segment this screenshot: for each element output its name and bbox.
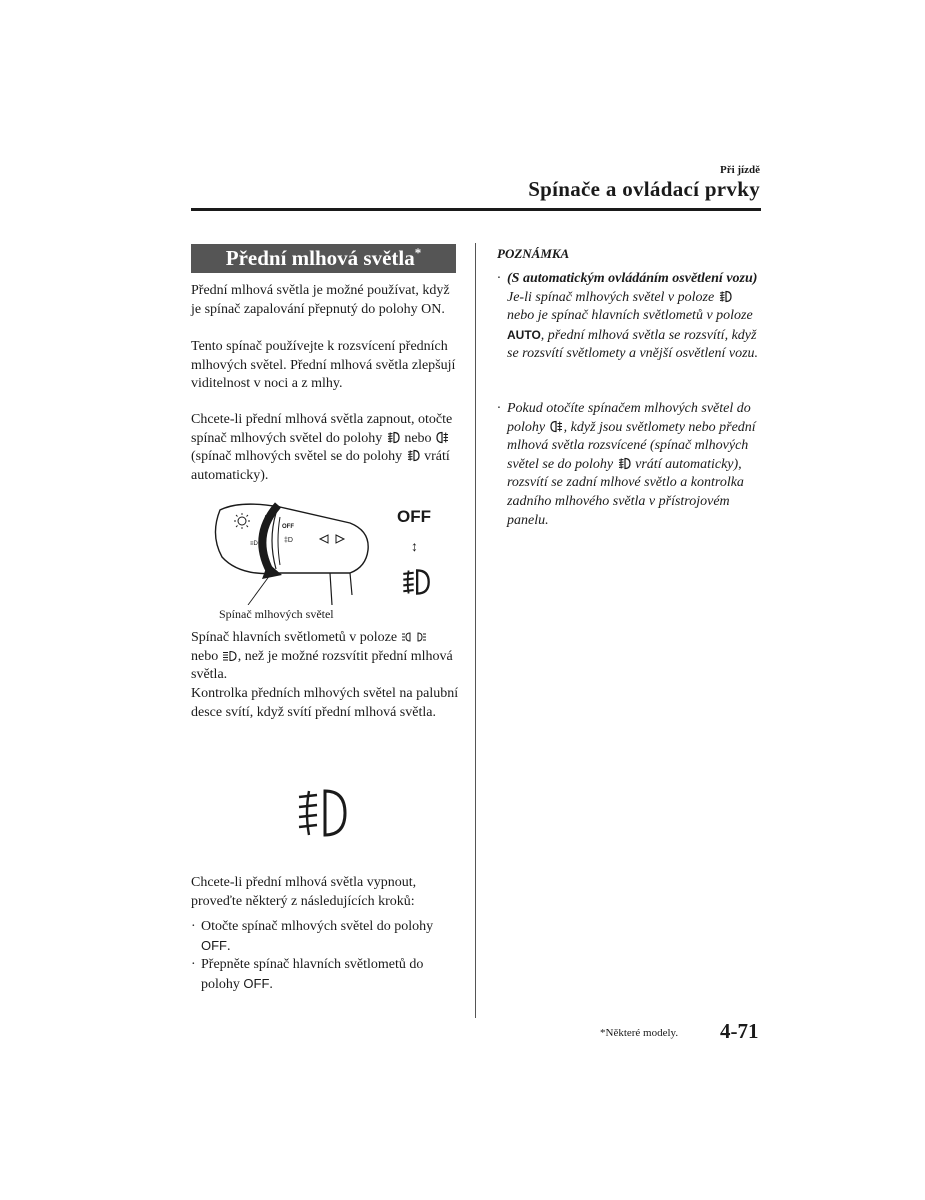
headlight-icon bbox=[223, 650, 237, 662]
front-fog-light-icon bbox=[719, 290, 732, 303]
front-fog-light-icon bbox=[618, 457, 631, 470]
text-span: (spínač mlhových světel se do polohy bbox=[191, 449, 403, 465]
text-span: nebo je spínač hlavních světlometů v poloze bbox=[507, 308, 753, 324]
list-item-text: Otočte spínač mlhových světel do polohy bbox=[201, 919, 434, 934]
rear-fog-light-icon bbox=[436, 431, 449, 444]
svg-text:‡D: ‡D bbox=[284, 537, 293, 544]
note-heading: POZNÁMKA bbox=[497, 246, 570, 261]
text-span: vrátí automaticky), rozsvítí se zadní mlhové světlo a kontrolka zadního mlhového světla v přístrojovém panelu. bbox=[507, 456, 744, 528]
header-rule bbox=[191, 208, 761, 211]
chapter-label: Při jízdě bbox=[719, 164, 760, 176]
text-span: nebo bbox=[404, 430, 432, 446]
text-span: Spínač hlavních světlometů v poloze bbox=[191, 630, 398, 645]
up-down-arrow: ↕ bbox=[411, 540, 418, 555]
paragraph-intro: Přední mlhová světla je možné používat, když je spínač zapalování přepnutý do polohy ON. bbox=[191, 283, 450, 317]
off-value: OFF bbox=[243, 975, 270, 991]
page-number: 4-71 bbox=[720, 1019, 759, 1043]
section-title-text: Přední mlhová světla bbox=[225, 246, 415, 270]
note-bullet-auto bbox=[497, 270, 762, 364]
auto-mode-label: AUTO bbox=[507, 327, 541, 342]
list-item: · Přepněte spínač hlavních světlometů do polohy OFF. bbox=[191, 957, 424, 992]
text-span: , když jsou světlomety nebo přední mlhová světla rozsvícené (spínač mlhových světel se do polohy bbox=[507, 419, 756, 472]
text-span: , přední mlhová světla se rozsvítí, když se rozsvítí světlomety a vnější osvětlení vozu. bbox=[507, 327, 759, 362]
text-span: Chcete-li přední mlhová světla zapnout, otočte spínač mlhových světel do polohy bbox=[191, 412, 453, 446]
list-item: · Otočte spínač mlhových světel do polohy OFF. bbox=[191, 919, 434, 954]
page-title: Spínače a ovládací prvky bbox=[528, 177, 760, 201]
front-fog-indicator-icon bbox=[295, 785, 349, 846]
switch-off-mark: OFF bbox=[282, 524, 294, 530]
front-fog-light-icon bbox=[401, 566, 431, 603]
paragraph-turn-off: Chcete-li přední mlhová světla vypnout, proveďte některý z následujících kroků: bbox=[191, 875, 417, 909]
text-span: nebo bbox=[191, 648, 219, 664]
figure-caption: Spínač mlhových světel bbox=[219, 607, 334, 621]
front-fog-light-icon bbox=[407, 449, 420, 462]
note-bullet-rear-fog bbox=[497, 400, 762, 530]
text-span: , než je možné rozsvítit přední mlhová světla. bbox=[191, 648, 453, 683]
off-value: OFF bbox=[201, 937, 227, 953]
turn-off-steps bbox=[191, 918, 461, 994]
footnote: *Některé modely. bbox=[600, 1027, 679, 1039]
off-position-label: OFF bbox=[397, 507, 431, 526]
paragraph-headlight-condition bbox=[191, 629, 461, 685]
text-span: Pokud otočíte spínačem mlhových světel do polohy bbox=[507, 401, 751, 435]
model-asterisk: * bbox=[414, 245, 422, 260]
text-span: Je-li spínač mlhových světel v poloze bbox=[507, 289, 715, 305]
front-fog-light-icon bbox=[387, 431, 400, 444]
list-item: · Pokud otočíte spínačem mlhových světel do polohy , když jsou světlomety nebo přední mlhová světla rozsvícené (spínač mlhových světel se do polohy vrátí automaticky), rozsvítí se zadní mlhové světlo a kontrolka zadního mlhového světla v přístrojovém panelu. bbox=[497, 401, 756, 528]
column-divider bbox=[475, 243, 476, 1018]
paragraph-usage: Tento spínač používejte k rozsvícení předních mlhových světel. Přední mlhová světla zlepšují viditelnost v noci a z mlhy. bbox=[191, 339, 456, 392]
paragraph-indicator: Kontrolka předních mlhových světel na palubní desce svítí, když svítí přední mlhová světla. bbox=[191, 686, 459, 720]
paragraph-turn-on bbox=[191, 411, 461, 485]
rear-fog-light-icon bbox=[550, 420, 563, 433]
text-span: vrátí automaticky). bbox=[191, 449, 450, 483]
note-bullet-heading: (S automatickým ovládáním osvětlení vozu) bbox=[507, 271, 758, 286]
parking-light-icon bbox=[402, 631, 426, 643]
svg-text:≡D: ≡D bbox=[250, 541, 258, 547]
list-item-text: Přepněte spínač hlavních světlometů do polohy bbox=[201, 957, 424, 992]
section-title bbox=[191, 244, 456, 273]
list-item: · (S automatickým ovládáním osvětlení vozu) Je-li spínač mlhových světel v poloze nebo je spínač hlavních světlometů v poloze AUTO, přední mlhová světla se rozsvítí, když se rozsvítí světlomety a vnější osvětlení vozu. bbox=[497, 271, 759, 362]
